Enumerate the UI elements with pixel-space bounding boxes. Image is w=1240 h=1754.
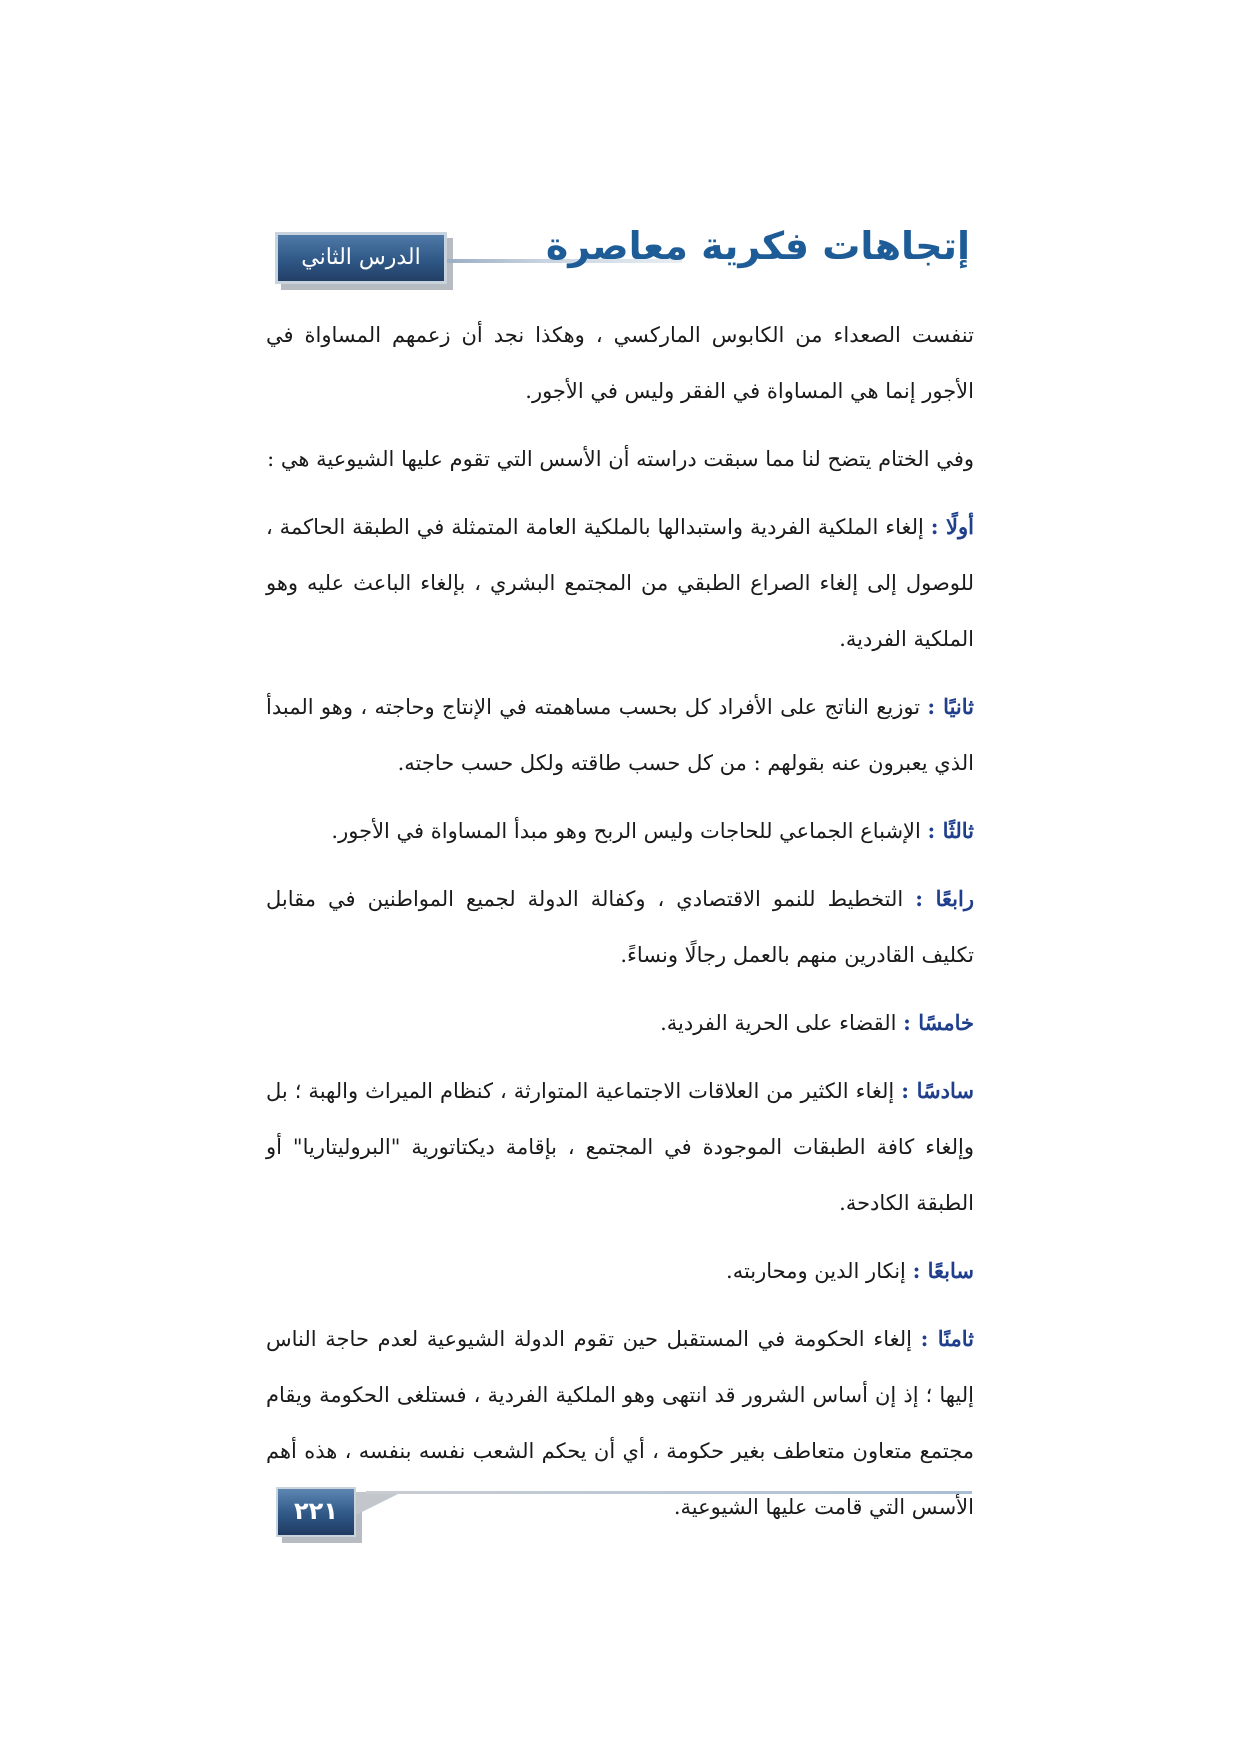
paragraph-lead: سابعًا :: [912, 1258, 974, 1283]
page-header: [270, 224, 970, 316]
paragraph: [266, 431, 974, 487]
paragraph-text: إلغاء الكثير من العلاقات الاجتماعية المتوارثة ، كنظام الميراث والهبة ؛ بل وإلغاء كافة الطبقات الموجودة في المجتمع ، بإقامة ديكتاتورية "البروليتاريا" أو الطبقة الكادحة.: [266, 1079, 974, 1215]
paragraph-lead: رابعًا :: [915, 886, 974, 911]
paragraph-lead: ثامنًا :: [920, 1326, 974, 1351]
paragraph-text: إلغاء الملكية الفردية واستبدالها بالملكية العامة المتمثلة في الطبقة الحاكمة ، للوصول إلى إلغاء الصراع الطبقي من المجتمع البشري ، بإلغاء الباعث عليه وهو الملكية الفردية.: [266, 515, 974, 651]
paragraph-lead: خامسًا :: [903, 1010, 974, 1035]
paragraph-lead: ثانيًا :: [927, 694, 974, 719]
page-title: إتجاهات فكرية معاصرة: [545, 224, 970, 268]
page-number: ٢٢١: [276, 1487, 356, 1537]
paragraph: [266, 1243, 974, 1299]
paragraph-lead: أولًا :: [930, 514, 974, 539]
paragraph: [266, 803, 974, 859]
lesson-badge: الدرس الثاني عشر: [275, 232, 447, 284]
paragraph: [266, 679, 974, 791]
paragraph-text: توزيع الناتج على الأفراد كل بحسب مساهمته في الإنتاج وحاجته ، وهو المبدأ الذي يعبرون عنه بقولهم : من كل حسب طاقته ولكل حسب حاجته.: [266, 695, 974, 775]
body-text: [266, 307, 974, 1547]
paragraph-text: الإشباع الجماعي للحاجات وليس الربح وهو مبدأ المساواة في الأجور.: [331, 819, 921, 843]
paragraph-text: القضاء على الحرية الفردية.: [660, 1011, 897, 1035]
paragraph-lead: سادسًا :: [901, 1078, 974, 1103]
paragraph-text: إنكار الدين ومحاربته.: [726, 1259, 906, 1283]
page-number-shadow: [356, 1492, 402, 1515]
paragraph-text: تنفست الصعداء من الكابوس الماركسي ، وهكذا نجد أن زعمهم المساواة في الأجور إنما هي المساواة في الفقر وليس في الأجور.: [266, 323, 974, 403]
paragraph-text: إلغاء الحكومة في المستقبل حين تقوم الدولة الشيوعية لعدم حاجة الناس إليها ؛ إذ إن أساس الشرور قد انتهى وهو الملكية الفردية ، فستلغى الحكومة ويقام مجتمع متعاون متعاطف بغير حكومة ، أي أن يحكم الشعب نفسه بنفسه ، هذه أهم الأسس التي قامت عليها الشيوعية.: [266, 1327, 974, 1519]
paragraph-text: التخطيط للنمو الاقتصادي ، وكفالة الدولة لجميع المواطنين في مقابل تكليف القادرين منهم بالعمل رجالًا ونساءً.: [266, 887, 974, 967]
paragraph: [266, 307, 974, 419]
page-footer: [276, 1487, 976, 1547]
paragraph-lead: ثالثًا :: [927, 818, 974, 843]
paragraph: [266, 1063, 974, 1231]
paragraph: [266, 871, 974, 983]
paragraph-text: وفي الختام يتضح لنا مما سبقت دراسته أن الأسس التي تقوم عليها الشيوعية هي :: [267, 447, 974, 471]
paragraph: [266, 995, 974, 1051]
paragraph: [266, 499, 974, 667]
footer-divider: [366, 1491, 972, 1494]
